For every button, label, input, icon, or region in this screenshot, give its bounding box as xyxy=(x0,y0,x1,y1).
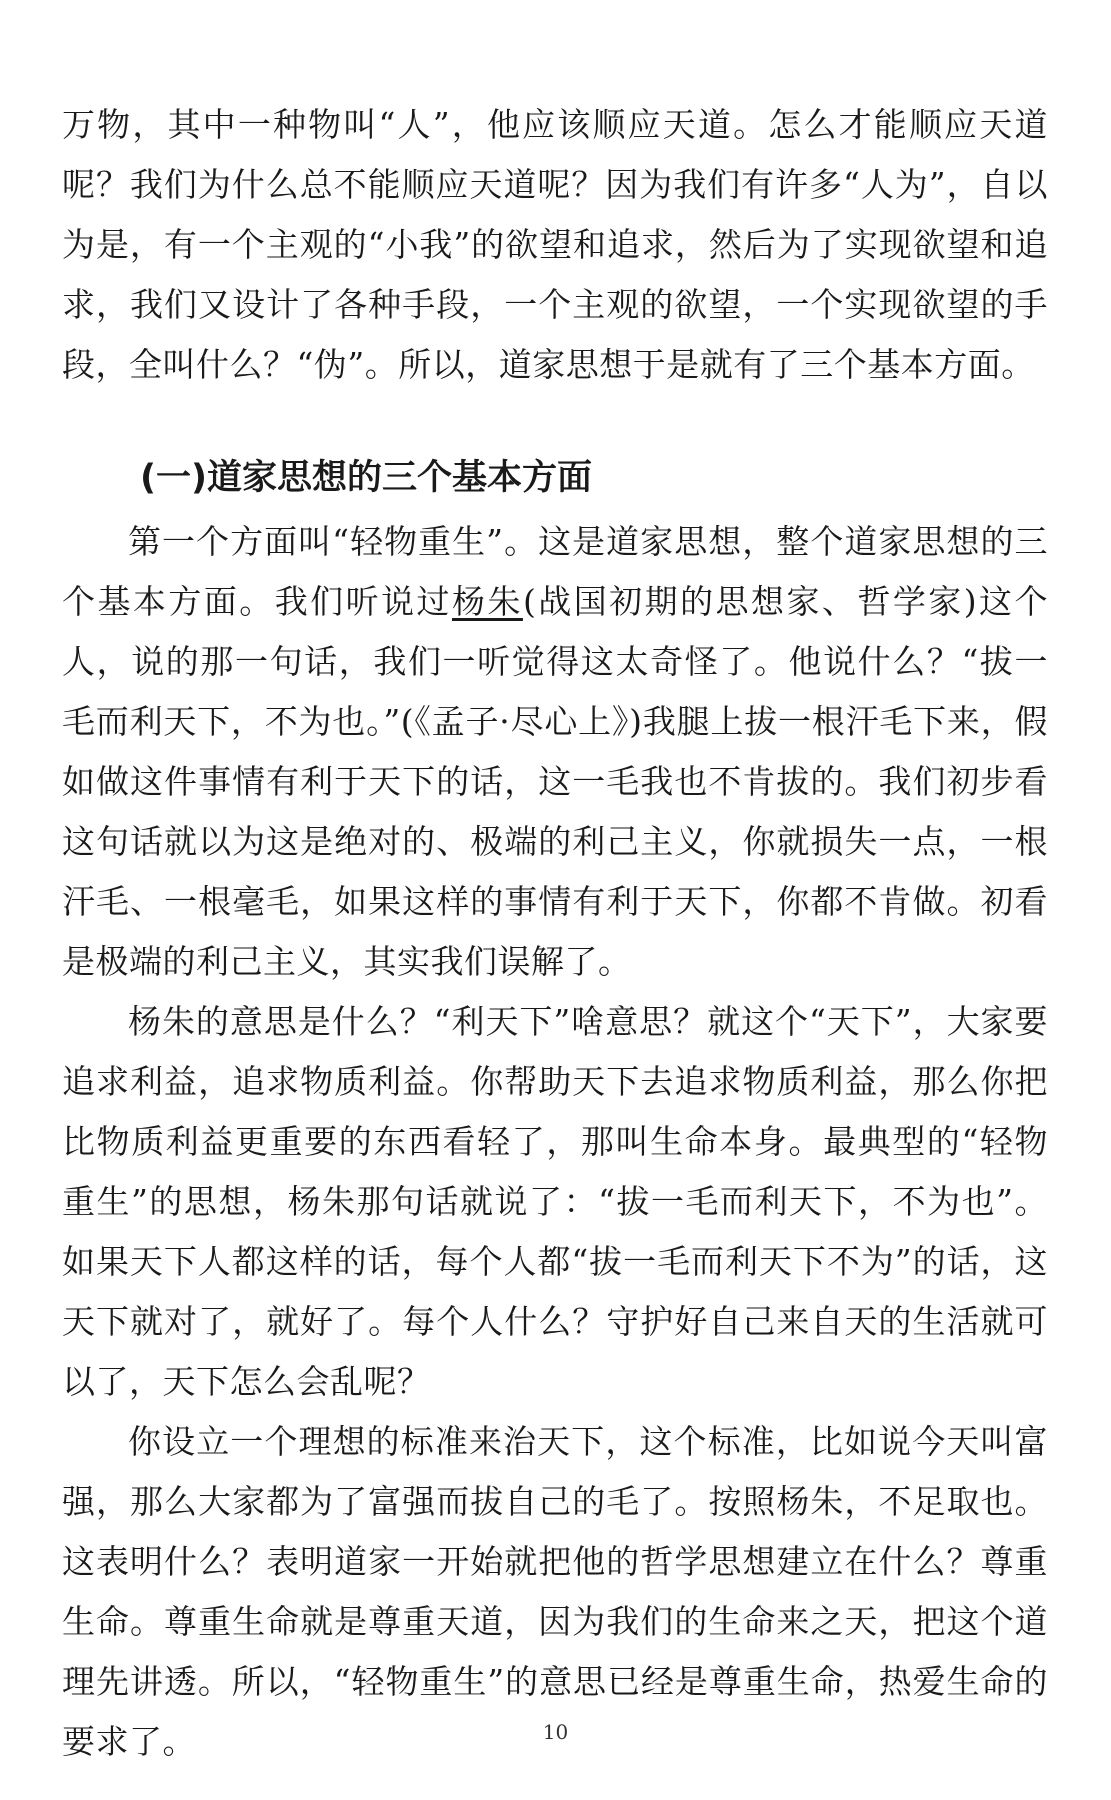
underlined-name-yang-zhu: 杨朱 xyxy=(452,582,523,621)
paragraph-1-text-start: 第一个方面叫“轻物重生”。这是道家思想，整个道家思想的三个基本方面。我们听说过 xyxy=(62,522,1048,621)
page-number: 10 xyxy=(542,1720,569,1744)
intro-paragraph: 万物，其中一种物叫“人”，他应该顺应天道。怎么才能顺应天道呢？我们为什么总不能顺应天道呢？因为我们有许多“人为”，自以为是，有一个主观的“小我”的欲望和追求，然后为了实现欲望和追求，我们又设计了各种手段，一个主观的欲望，一个实现欲望的手段，全叫什么？“伪”。所以，道家思想于是就有了三个基本方面。 xyxy=(62,105,1048,384)
intro-text-block xyxy=(62,95,1048,395)
paragraph-1-text-end: (战国初期的思想家、哲学家)这个人，说的那一句话，我们一听觉得这太奇怪了。他说什么？“拔一毛而利天下，不为也。”(《孟子·尽心上》)我腿上拔一根汗毛下来，假如做这件事情有利于天下的话，这一毛我也不肯拔的。我们初步看这句话就以为这是绝对的、极端的利己主义，你就损失一点，一根汗毛、一根毫毛，如果这样的事情有利于天下，你都不肯做。初看是极端的利己主义，其实我们误解了。 xyxy=(62,582,1049,981)
body-paragraph-1 xyxy=(62,512,1048,992)
body-paragraph-2: 杨朱的意思是什么？“利天下”啥意思？就这个“天下”，大家要追求利益，追求物质利益。你帮助天下去追求物质利益，那么你把比物质利益更重要的东西看轻了，那叫生命本身。最典型的“轻物重生”的思想，杨朱那句话就说了：“拔一毛而利天下，不为也”。如果天下人都这样的话，每个人都“拔一毛而利天下不为”的话，这天下就对了，就好了。每个人什么？守护好自己来自天的生活就可以了，天下怎么会乱呢？ xyxy=(62,1002,1048,1401)
body-text-block xyxy=(62,512,1048,1772)
section-heading: (一)道家思想的三个基本方面 xyxy=(140,458,592,498)
body-paragraph-3: 你设立一个理想的标准来治天下，这个标准，比如说今天叫富强，那么大家都为了富强而拔自己的毛了。按照杨朱，不足取也。这表明什么？表明道家一开始就把他的哲学思想建立在什么？尊重生命。尊重生命就是尊重天道，因为我们的生命来之天，把这个道理先讲透。所以，“轻物重生”的意思已经是尊重生命，热爱生命的要求了。 xyxy=(62,1422,1048,1761)
